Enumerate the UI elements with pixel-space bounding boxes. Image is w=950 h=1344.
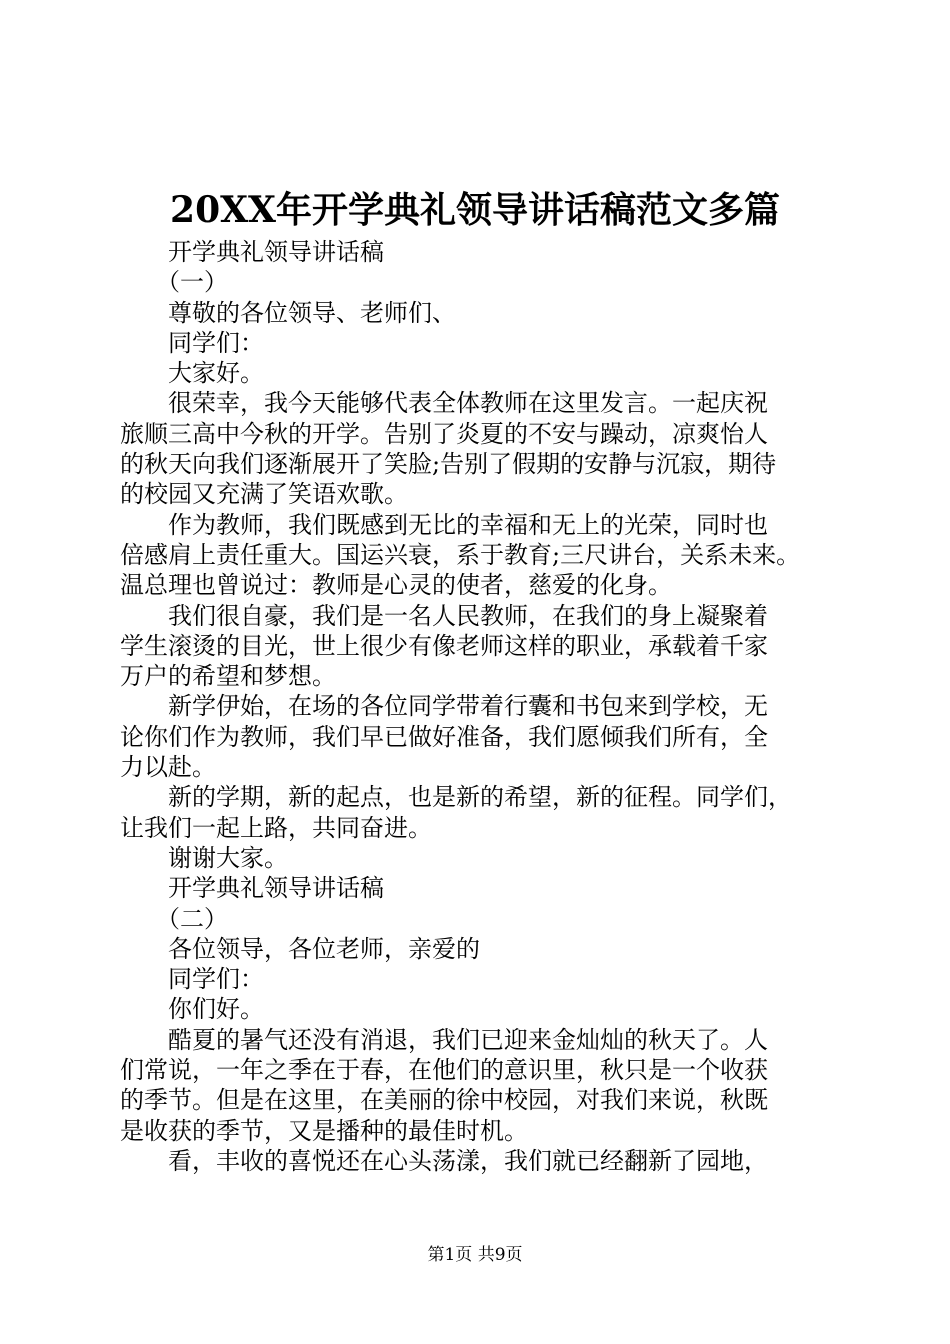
text-line: 同学们： xyxy=(120,328,264,357)
document-title: 20XX年开学典礼领导讲话稿范文多篇 xyxy=(170,189,780,231)
text-line: 尊敬的各位领导、老师们、 xyxy=(120,298,456,327)
text-line: 新学伊始，在场的各位同学带着行囊和书包来到学校，无 xyxy=(120,692,768,721)
text-line: 让我们一起上路，共同奋进。 xyxy=(120,813,432,842)
text-line: 旅顺三高中今秋的开学。告别了炎夏的不安与躁动，凉爽怡人 xyxy=(120,419,768,448)
text-line: 开学典礼领导讲话稿 xyxy=(120,874,384,903)
text-line: （二） xyxy=(120,904,228,933)
text-line: 作为教师，我们既感到无比的幸福和无上的光荣，同时也 xyxy=(120,510,768,539)
text-line: 温总理也曾说过：教师是心灵的使者，慈爱的化身。 xyxy=(120,571,672,600)
text-line: 开学典礼领导讲话稿 xyxy=(120,238,384,266)
text-line: （一） xyxy=(120,268,228,297)
text-line: 万户的希望和梦想。 xyxy=(120,662,336,691)
text-line: 力以赴。 xyxy=(120,753,216,782)
text-line: 谢谢大家。 xyxy=(120,843,288,872)
text-line: 的季节。但是在这里，在美丽的徐中校园，对我们来说，秋既 xyxy=(120,1086,768,1115)
text-line: 看，丰收的喜悦还在心头荡漾，我们就已经翻新了园地， xyxy=(120,1146,768,1175)
text-line: 酷夏的暑气还没有消退，我们已迎来金灿灿的秋天了。人 xyxy=(120,1025,768,1054)
document-body xyxy=(120,237,840,1176)
text-line: 倍感肩上责任重大。国运兴衰，系于教育;三尺讲台，关系未来。 xyxy=(120,540,801,569)
text-line: 论你们作为教师，我们早已做好准备，我们愿倾我们所有，全 xyxy=(120,722,768,751)
text-line: 新的学期，新的起点，也是新的希望，新的征程。同学们， xyxy=(120,783,792,812)
text-line: 的秋天向我们逐渐展开了笑脸;告别了假期的安静与沉寂，期待 xyxy=(120,450,777,479)
text-line: 们常说，一年之季在于春，在他们的意识里，秋只是一个收获 xyxy=(120,1056,768,1085)
text-line: 的校园又充满了笑语欢歌。 xyxy=(120,480,408,509)
text-line: 我们很自豪，我们是一名人民教师，在我们的身上凝聚着 xyxy=(120,601,768,630)
text-line: 学生滚烫的目光，世上很少有像老师这样的职业，承载着千家 xyxy=(120,631,768,660)
text-line: 是收获的季节，又是播种的最佳时机。 xyxy=(120,1116,528,1145)
text-line: 你们好。 xyxy=(120,995,264,1024)
text-line: 大家好。 xyxy=(120,359,264,388)
text-line: 同学们： xyxy=(120,965,264,994)
text-line: 很荣幸，我今天能够代表全体教师在这里发言。一起庆祝 xyxy=(120,389,768,418)
text-line: 各位领导，各位老师，亲爱的 xyxy=(120,934,480,963)
page-number: 第1页 共9页 xyxy=(427,1245,523,1265)
